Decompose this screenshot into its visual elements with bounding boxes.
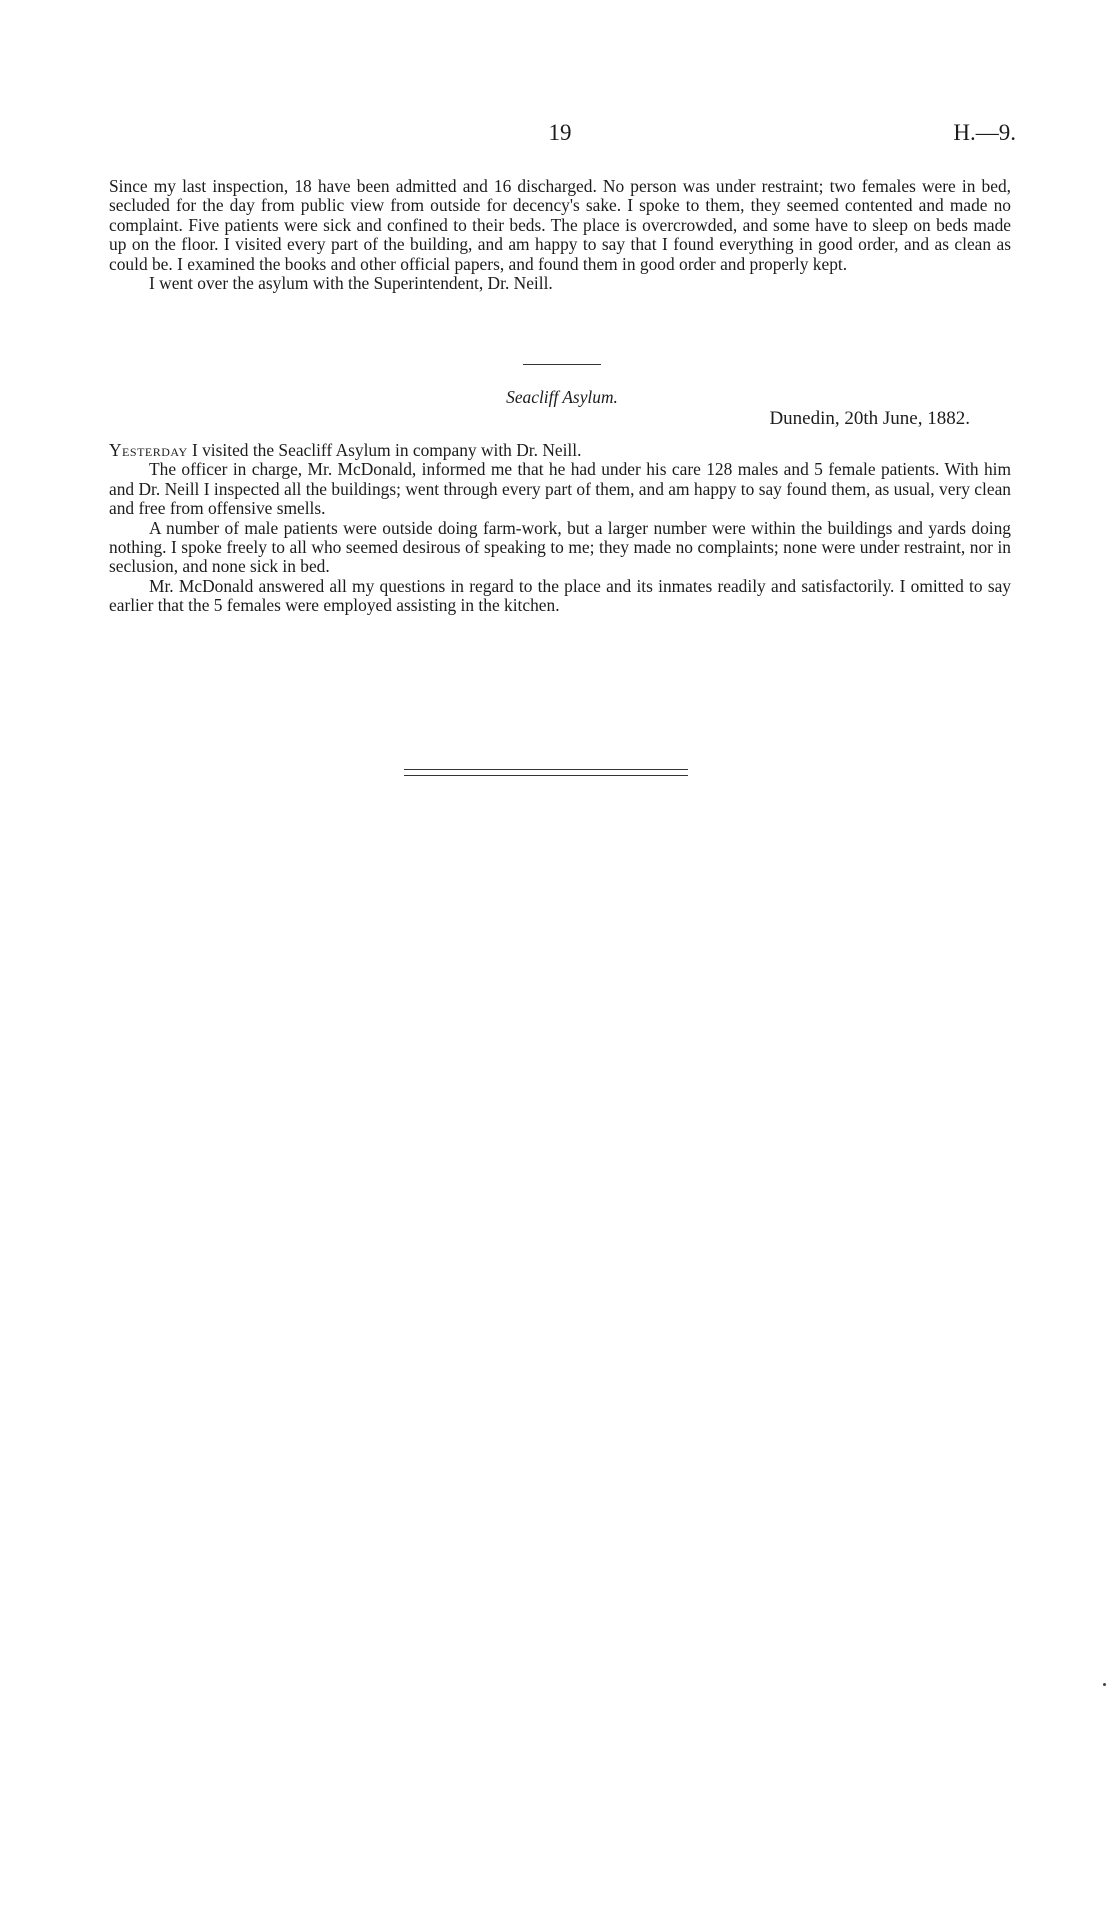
report-paragraph — [109, 441, 1011, 460]
report-paragraph: Since my last inspection, 18 have been admitted and 16 discharged. No person was under restraint; two females were in bed, secluded for the day from public view from outside for decency's sake. I spoke to them, they seemed contented and made no complaint. Five patients were sick and confined to their beds. The place is overcrowded, and some have to sleep on beds made up on the floor. I visited every part of the building, and am happy to say that I found everything in good order, and as clean as could be. I examined the books and other official papers, and found them in good order and properly kept. — [109, 176, 1011, 274]
end-rule — [404, 769, 688, 770]
dateline: Dunedin, 20th June, 1882. — [769, 408, 970, 429]
lead-word: Yesterday — [109, 440, 188, 460]
paragraph-text: I visited the Seacliff Asylum in company with Dr. Neill. — [187, 440, 582, 460]
report-paragraph: A number of male patients were outside doing farm-work, but a larger number were within the buildings and yards doing nothing. I spoke freely to all who seemed desirous of speaking to me; they made no complaints; none were under restraint, nor in seclusion, and none sick in bed. — [109, 517, 1011, 577]
end-rule — [404, 775, 688, 776]
page-number: 19 — [548, 120, 572, 145]
seacliff-report-section — [109, 441, 1011, 616]
inspection-report-section — [109, 177, 1011, 293]
report-paragraph: I went over the asylum with the Superintendent, Dr. Neill. — [149, 273, 553, 294]
section-heading: Seacliff Asylum. — [506, 387, 618, 407]
scan-speck — [1103, 1683, 1106, 1686]
report-paragraph: Mr. McDonald answered all my questions in regard to the place and its inmates readily and satisfactorily. I omitted to say earlier that the 5 females were employed assisting in the kitchen. — [109, 575, 1011, 616]
report-paragraph: The officer in charge, Mr. McDonald, informed me that he had under his care 128 males and 5 female patients. With him and Dr. Neill I inspected all the buildings; went through every part of them, and am happy to say found them, as usual, very clean and free from offensive smells. — [109, 459, 1011, 519]
document-reference: H.—9. — [953, 120, 1016, 145]
section-divider — [523, 364, 601, 365]
